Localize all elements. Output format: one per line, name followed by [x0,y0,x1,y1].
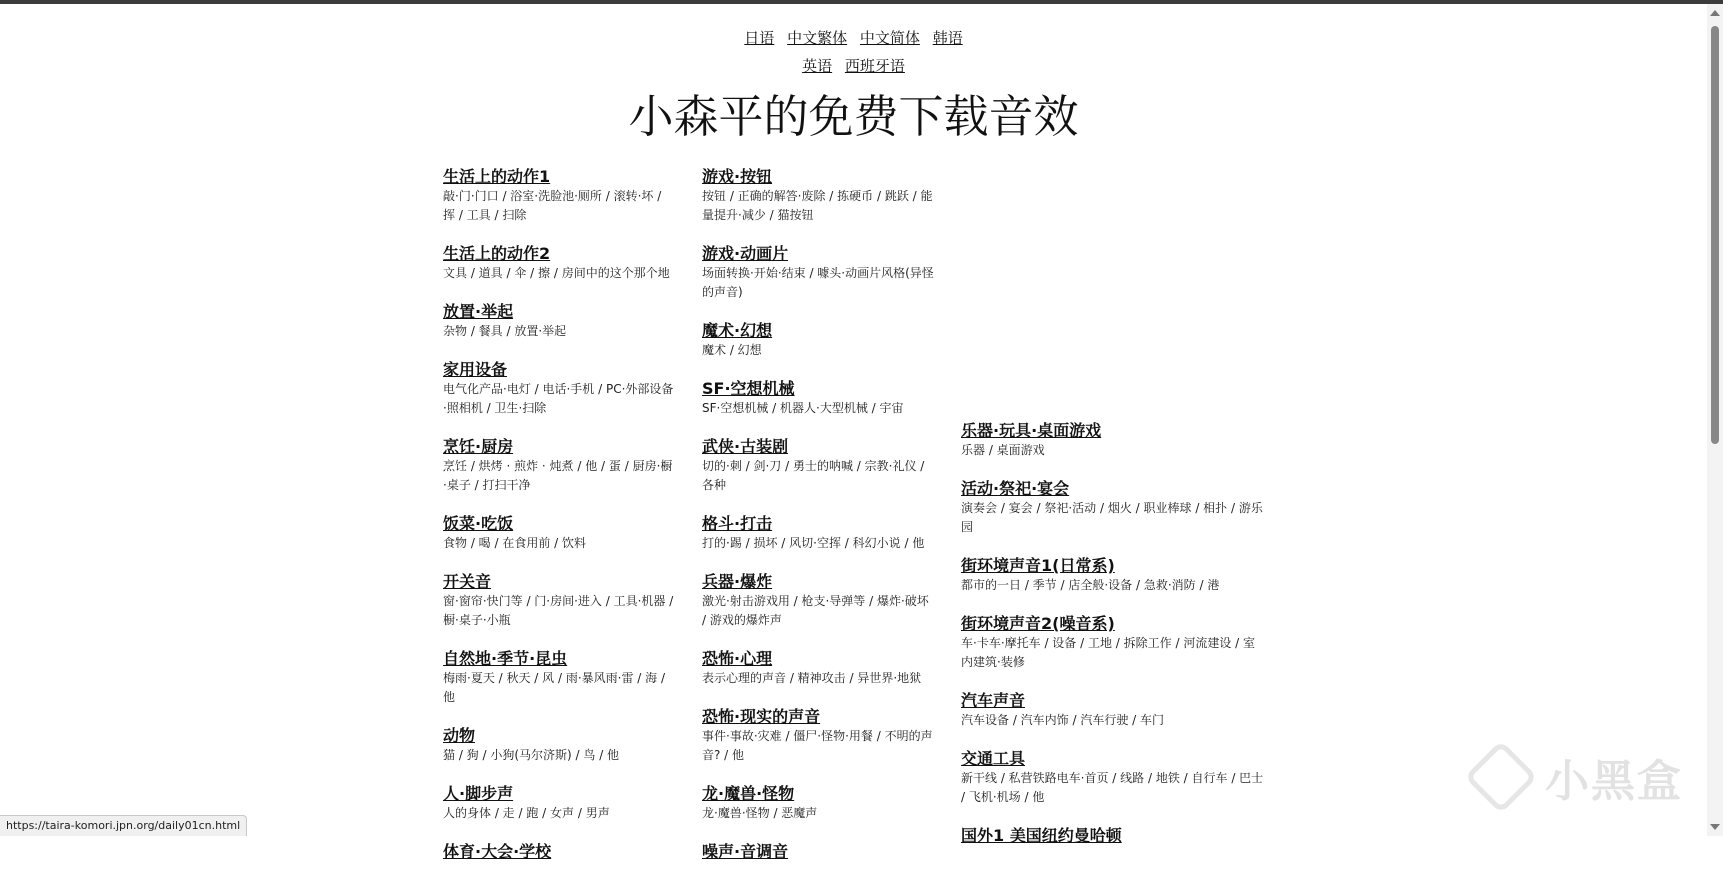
window-top-border [0,0,1723,4]
language-links-row-2 [0,55,1707,76]
category-item [961,555,1266,595]
category-title-link[interactable]: 自然地·季节·昆虫 [443,649,568,668]
vertical-scrollbar[interactable] [1707,4,1723,836]
category-item [443,301,675,341]
category-item [443,571,675,630]
category-subitems: 场面转换·开始·结束 / 噱头·动画片风格(异怪的声音) [702,266,934,299]
category-subitems: 切的·刺 / 剑·刀 / 勇士的呐喊 / 宗教·礼仪 / 各种 [702,459,925,492]
category-item [961,420,1266,460]
scroll-down-arrow-icon[interactable] [1710,824,1720,830]
category-title-link[interactable]: 人·脚步声 [443,784,514,803]
category-subitems: 打的·踢 / 损坏 / 风切·空挥 / 科幻小说 / 他 [702,536,925,550]
lang-link-korean[interactable]: 韩语 [932,29,963,47]
category-item [702,166,934,225]
category-item [443,243,675,283]
category-title-link[interactable]: 家用设备 [443,360,508,379]
category-title-link[interactable]: 烹饪·厨房 [443,437,514,456]
category-title-link[interactable]: 生活上的动作1 [443,167,551,186]
language-links-row-1 [0,27,1707,48]
category-title-link[interactable]: 兵器·爆炸 [702,572,773,591]
category-subitems: 猫 / 狗 / 小狗(马尔济斯) / 鸟 / 他 [443,748,620,762]
category-subitems: 激光·射击游戏用 / 枪支·导弹等 / 爆炸·破坏 / 游戏的爆炸声 [702,594,929,627]
category-item [961,613,1266,672]
category-item [702,243,934,302]
scrollbar-thumb[interactable] [1711,26,1719,444]
category-subitems: 窗·窗帘·快门等 / 门·房间·进入 / 工具·机器 / 橱·桌子·小瓶 [443,594,674,627]
category-item [702,841,934,862]
category-item [443,513,675,553]
category-title-link[interactable]: 魔术·幻想 [702,321,773,340]
category-title-link[interactable]: 体育·大会·学校 [443,842,552,861]
status-bar-url: https://taira-komori.jpn.org/daily01cn.html [0,815,247,836]
lang-link-japanese[interactable]: 日语 [744,29,775,47]
category-title-link[interactable]: 国外1 美国纽约曼哈顿 [961,826,1122,845]
category-subitems: 敲·门·门口 / 浴室·洗脸池·厕所 / 滚转·坏 / 挥 / 工具 / 扫除 [443,189,662,222]
category-title-link[interactable]: 生活上的动作2 [443,244,551,263]
lang-link-spanish[interactable]: 西班牙语 [844,57,905,75]
lang-link-english[interactable]: 英语 [802,57,833,75]
category-title-link[interactable]: 格斗·打击 [702,514,773,533]
category-subitems: 乐器 / 桌面游戏 [961,443,1045,457]
category-item [443,436,675,495]
lang-link-simplified-chinese[interactable]: 中文简体 [859,29,920,47]
category-title-link[interactable]: 活动·祭祀·宴会 [961,479,1070,498]
category-title-link[interactable]: 街环境声音2(噪音系) [961,614,1115,633]
category-title-link[interactable]: 饭菜·吃饭 [443,514,514,533]
category-subitems: 魔术 / 幻想 [702,343,762,357]
category-title-link[interactable]: SF·空想机械 [702,379,795,398]
category-item [443,166,675,225]
category-item [702,571,934,630]
category-column-3 [961,420,1266,864]
category-title-link[interactable]: 街环境声音1(日常系) [961,556,1115,575]
category-title-link[interactable]: 恐怖·心理 [702,649,773,668]
category-item [961,478,1266,537]
category-item [443,841,675,862]
category-subitems: 汽车设备 / 汽车内饰 / 汽车行驶 / 车门 [961,713,1165,727]
category-title-link[interactable]: 武侠·古装剧 [702,437,789,456]
category-title-link[interactable]: 交通工具 [961,749,1026,768]
category-item [443,783,675,823]
scroll-up-arrow-icon[interactable] [1710,10,1720,16]
category-item [702,783,934,823]
category-title-link[interactable]: 游戏·按钮 [702,167,773,186]
category-subitems: 电气化产品·电灯 / 电话·手机 / PC·外部设备·照相机 / 卫生·扫除 [443,382,674,415]
watermark-text: 小黑盒 [1545,756,1683,807]
category-title-link[interactable]: 噪声·音调音 [702,842,789,861]
category-item [443,725,675,765]
category-subitems: 杂物 / 餐具 / 放置·举起 [443,324,567,338]
category-column-1 [443,166,675,880]
page-title: 小森平的免费下载音效 [628,90,1079,143]
category-subitems: 龙·魔兽·怪物 / 恶魔声 [702,806,818,820]
category-subitems: 人的身体 / 走 / 跑 / 女声 / 男声 [443,806,610,820]
category-subitems: 事件·事故·灾难 / 僵尸·怪物·用餐 / 不明的声音? / 他 [702,729,933,762]
category-column-2 [702,166,934,880]
category-subitems: 梅雨·夏天 / 秋天 / 风 / 雨·暴风雨·雷 / 海 / 他 [443,671,665,704]
category-title-link[interactable]: 汽车声音 [961,691,1026,710]
category-item [702,378,934,418]
category-item [443,648,675,707]
category-item [443,359,675,418]
category-item [961,748,1266,807]
category-item [702,320,934,360]
category-item [702,436,934,495]
category-item [702,706,934,765]
category-subitems: 按钮 / 正确的解答·废除 / 拣硬币 / 跳跃 / 能量提升·减少 / 猫按钮 [702,189,933,222]
category-item [961,690,1266,730]
category-title-link[interactable]: 乐器·玩具·桌面游戏 [961,421,1102,440]
category-title-link[interactable]: 恐怖·现实的声音 [702,707,821,726]
category-subitems: 新干线 / 私营铁路电车·首页 / 线路 / 地铁 / 自行车 / 巴士 / 飞机·机场 / 他 [961,771,1264,804]
category-title-link[interactable]: 动物 [443,726,476,745]
watermark-logo-icon [1464,740,1538,814]
category-subitems: 食物 / 喝 / 在食用前 / 饮料 [443,536,587,550]
category-title-link[interactable]: 龙·魔兽·怪物 [702,784,795,803]
category-title-link[interactable]: 放置·举起 [443,302,514,321]
category-subitems: 都市的一日 / 季节 / 店全般·设备 / 急救·消防 / 港 [961,578,1220,592]
category-subitems: 车·卡车·摩托车 / 设备 / 工地 / 拆除工作 / 河流建设 / 室内建筑·装修 [961,636,1255,669]
category-title-link[interactable]: 游戏·动画片 [702,244,789,263]
category-subitems: 表示心理的声音 / 精神攻击 / 异世界·地狱 [702,671,922,685]
category-item [702,648,934,688]
category-subitems: 演奏会 / 宴会 / 祭祀·活动 / 烟火 / 职业棒球 / 相扑 / 游乐园 [961,501,1263,534]
watermark [1475,745,1683,809]
category-subitems: 文具 / 道具 / 伞 / 擦 / 房间中的这个那个地 [443,266,670,280]
category-subitems: 烹饪 / 烘烤 · 煎炸 · 炖煮 / 他 / 蛋 / 厨房·橱·桌子 / 打扫干净 [443,459,673,492]
category-item [702,513,934,553]
lang-link-traditional-chinese[interactable]: 中文繁体 [787,29,848,47]
category-title-link[interactable]: 开关音 [443,572,492,591]
category-subitems: SF·空想机械 / 机器人·大型机械 / 宇宙 [702,401,904,415]
